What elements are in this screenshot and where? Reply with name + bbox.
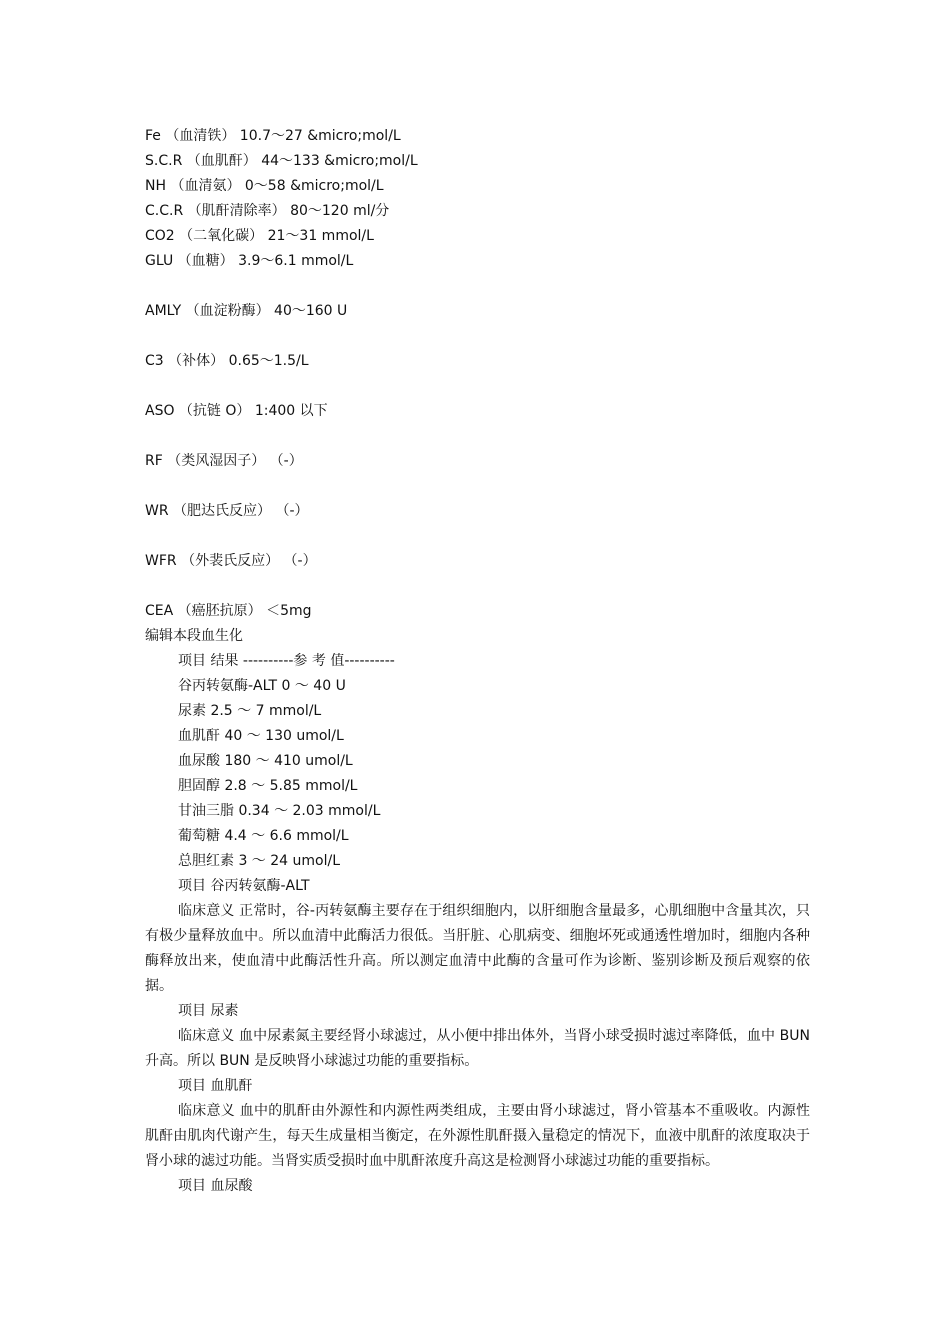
table-row: 甘油三脂 0.34 ～ 2.03 mmol/L xyxy=(178,803,381,819)
item-title-urea: 项目 尿素 xyxy=(178,1003,239,1019)
ref-line-cea: CEA （癌胚抗原） ＜5mg xyxy=(145,603,312,619)
spacer xyxy=(145,524,810,549)
table-row: 谷丙转氨酶-ALT 0 ～ 40 U xyxy=(178,678,346,694)
ref-line-glu: GLU （血糖） 3.9～6.1 mmol/L xyxy=(145,253,354,269)
spacer xyxy=(145,324,810,349)
table-row: 尿素 2.5 ～ 7 mmol/L xyxy=(178,703,322,719)
item-title-uric-acid: 项目 血尿酸 xyxy=(178,1178,253,1194)
ref-line-ccr: C.C.R （肌酐清除率） 80～120 ml/分 xyxy=(145,203,390,219)
spacer xyxy=(145,474,810,499)
item-title-creatinine: 项目 血肌酐 xyxy=(178,1078,253,1094)
ref-line-co2: CO2 （二氧化碳） 21～31 mmol/L xyxy=(145,228,374,244)
item-text-creatinine: 临床意义 血中的肌酐由外源性和内源性两类组成，主要由肾小球滤过，肾小管基本不重吸收。内源性肌酐由肌肉代谢产生，每天生成量相当衡定，在外源性肌酐摄入量稳定的情况下，血液中肌酐的浓度取决于肾小球的滤过功能。当肾实质受损时血中肌酐浓度升高这是检测肾小球滤过功能的重要指标。 xyxy=(145,1103,810,1169)
table-row: 总胆红素 3 ～ 24 umol/L xyxy=(178,853,341,869)
table-row: 胆固醇 2.8 ～ 5.85 mmol/L xyxy=(178,778,358,794)
ref-line-c3: C3 （补体） 0.65～1.5/L xyxy=(145,353,309,369)
table-row: 血肌酐 40 ～ 130 umol/L xyxy=(178,728,344,744)
table-row: 葡萄糖 4.4 ～ 6.6 mmol/L xyxy=(178,828,349,844)
section-heading: 编辑本段血生化 xyxy=(145,628,243,644)
spacer xyxy=(145,374,810,399)
spacer xyxy=(145,424,810,449)
spacer xyxy=(145,574,810,599)
ref-line-wfr: WFR （外裴氏反应） （-） xyxy=(145,553,317,569)
table-header: 项目 结果 ----------参 考 值---------- xyxy=(178,653,395,669)
spacer xyxy=(145,274,810,299)
table-row: 血尿酸 180 ～ 410 umol/L xyxy=(178,753,353,769)
item-text-urea: 临床意义 血中尿素氮主要经肾小球滤过，从小便中排出体外，当肾小球受损时滤过率降低，血中 BUN 升高。所以 BUN 是反映肾小球滤过功能的重要指标。 xyxy=(145,1028,810,1069)
document-page xyxy=(145,124,810,1199)
item-text-alt: 临床意义 正常时，谷-丙转氨酶主要存在于组织细胞内，以肝细胞含量最多，心肌细胞中含量其次，只有极少量释放血中。所以血清中此酶活力很低。当肝脏、心肌病变、细胞坏死或通透性增加时，细胞内各种酶释放出来，使血清中此酶活性升高。所以测定血清中此酶的含量可作为诊断、鉴别诊断及预后观察的依据。 xyxy=(145,903,810,994)
ref-line-aso: ASO （抗链 O） 1:400 以下 xyxy=(145,403,328,419)
ref-line-fe: Fe （血清铁） 10.7～27 &micro;mol/L xyxy=(145,128,401,144)
ref-line-wr: WR （肥达氏反应） （-） xyxy=(145,503,309,519)
ref-line-nh: NH （血清氨） 0～58 &micro;mol/L xyxy=(145,178,384,194)
item-title-alt: 项目 谷丙转氨酶-ALT xyxy=(178,878,310,894)
ref-line-amly: AMLY （血淀粉酶） 40～160 U xyxy=(145,303,348,319)
ref-line-rf: RF （类风湿因子） （-） xyxy=(145,453,303,469)
ref-line-scr: S.C.R （血肌酐） 44～133 &micro;mol/L xyxy=(145,153,418,169)
